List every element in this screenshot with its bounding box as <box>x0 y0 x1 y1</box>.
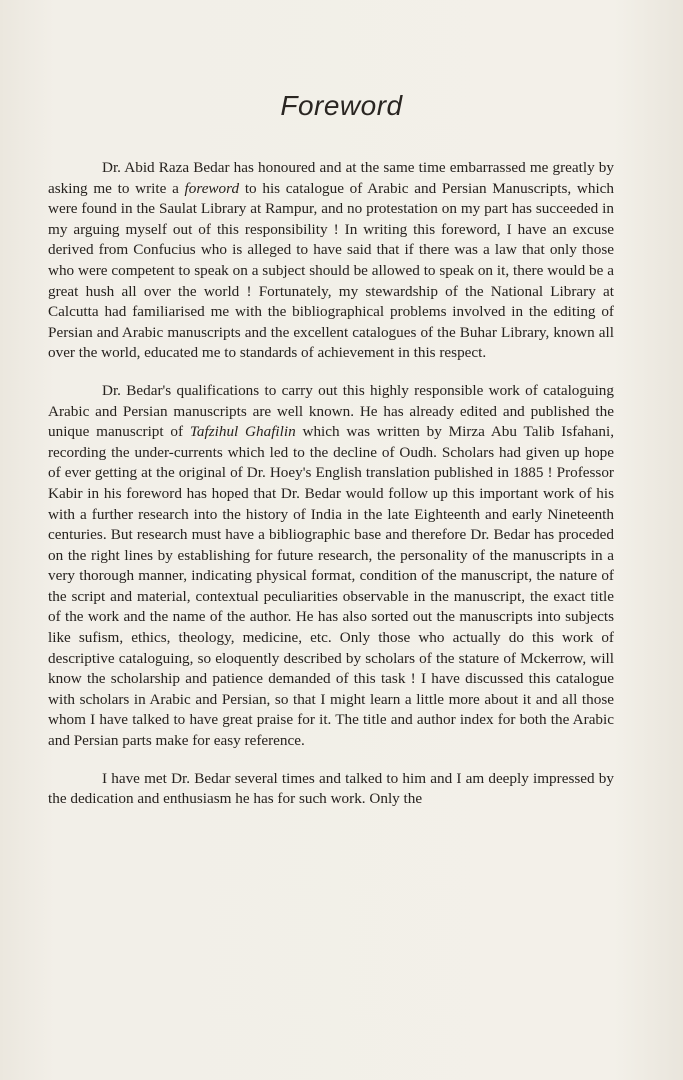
body-text <box>48 158 614 810</box>
italic-title-text: foreword <box>184 179 240 197</box>
paragraph-3 <box>48 769 614 810</box>
paragraph-2 <box>48 381 614 752</box>
paragraph-text: I have met Dr. Bedar several times and talked to him and I am deeply impressed by the dedication and enthusiasm he has for such work. Only the <box>48 769 614 808</box>
paragraph-text: to his catalogue of Arabic and Persian Manuscripts, which were found in the Saulat Library at Rampur, and no protestation on my part has succeeded in my arguing myself out of this responsibility ! In writing this foreword, I have an excuse derived from Confucius who is alleged to have said that if there was a law that only those who were competent to speak on a subject should be allowed to speak on it, there would be a great hush all over the world ! Fortunately, my stewardship of the National Library at Calcutta had familiarised me with the bibliographical problems involved in the editing of Persian and Arabic manuscripts and the excellent catalogues of the Buhar Library, known all over the world, educated me to standards of achievement in this respect. <box>48 179 614 362</box>
paragraph-text: Dr. Abid Raza Bedar has honoured and at the same time embarrassed me greatly by asking me to write a <box>48 159 614 197</box>
italic-title-text: Tafzihul Ghafilin <box>189 423 296 441</box>
paragraph-text: Dr. Bedar's qualifications to carry out this highly responsible work of cataloguing Arabic and Persian manuscripts are well known. He has already edited and published the unique manuscript of <box>48 381 614 441</box>
paragraph-text: which was written by Mirza Abu Talib Isfahani, recording the under-currents which led to the decline of Oudh. Scholars had given up hope of ever getting at the original of Dr. Hoey's English translation published in 1885 ! Professor Kabir in his foreword has hoped that Dr. Bedar would follow up this important work of his with a further research into the history of India in the late Eighteenth and early Nineteenth centuries. But research must have a bibliographic base and therefore Dr. Bedar has proceded on the right lines by establishing for future research, the personality of the manuscripts in a very thorough manner, indicating physical format, condition of the manuscript, the nature of the script and material, contextual peculiarities observable in the manuscript, the exact title of the work and the name of the author. He has also sorted out the manuscripts into subjects like sufism, ethics, theology, medicine, etc. Only those who actually do this work of descriptive cataloguing, so eloquently described by scholars of the stature of Mckerrow, will know the scholarship and patience demanded of this task ! I have discussed this catalogue with scholars in Arabic and Persian, so that I might learn a little more about it and all those whom I have talked to have great praise for it. The title and author index for both the Arabic and Persian parts make for easy reference. <box>48 423 614 750</box>
page-title: Foreword <box>280 90 403 121</box>
paragraph-1 <box>48 158 614 364</box>
